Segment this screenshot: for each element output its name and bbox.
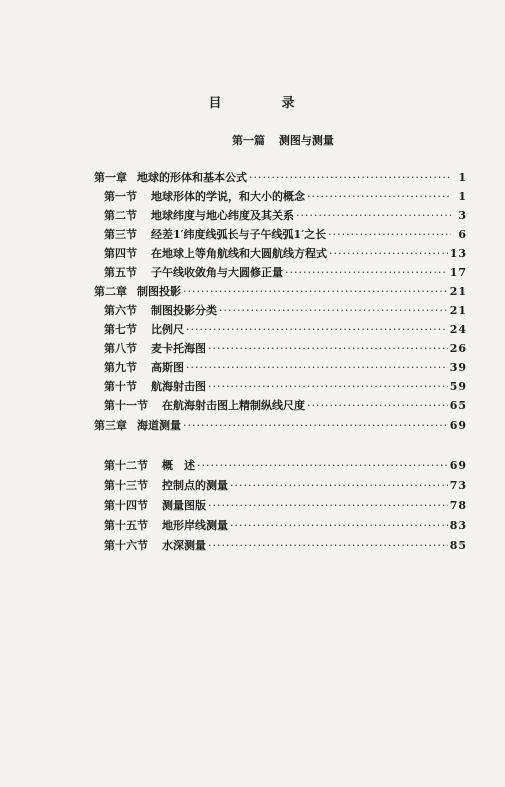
dot-leader	[307, 398, 448, 414]
toc-entry-page: 26	[449, 342, 467, 355]
toc-entry	[104, 246, 467, 262]
dot-leader	[186, 322, 448, 338]
toc-entry	[104, 398, 467, 414]
toc-entry-number: 第一节	[104, 190, 137, 203]
toc-entry-title: 控制点的测量	[162, 479, 228, 492]
toc-entry-title: 比例尺	[151, 323, 184, 336]
title-right-char: 录	[281, 96, 297, 111]
dot-leader	[328, 227, 451, 243]
toc-entry-page: 69	[449, 459, 467, 472]
dot-leader	[197, 458, 448, 474]
toc-entry	[104, 208, 467, 224]
dot-leader	[183, 284, 448, 300]
toc-entry-title: 水深测量	[162, 539, 206, 552]
toc-entry-number: 第十三节	[104, 479, 148, 492]
dot-leader	[249, 170, 451, 186]
toc-entry-number: 第三节	[104, 228, 137, 241]
toc-entry-page: 21	[449, 304, 467, 317]
toc-entry-number: 第二节	[104, 209, 137, 222]
toc-entry	[104, 189, 467, 205]
toc-entry-page: 6	[458, 228, 467, 241]
dot-leader	[186, 360, 448, 376]
dot-leader	[307, 189, 451, 205]
toc-entry	[104, 458, 467, 474]
toc-entry-number: 第一章	[94, 171, 127, 184]
part-label: 第一篇	[232, 134, 265, 147]
toc-entry-number: 第十五节	[104, 519, 148, 532]
toc-entry-title: 地球纬度与地心纬度及其关系	[151, 209, 294, 222]
toc-entry	[104, 538, 467, 554]
toc-entry-title: 海道测量	[137, 419, 181, 432]
toc-entry	[94, 418, 467, 434]
dot-leader	[219, 303, 448, 319]
toc-entry	[104, 518, 467, 534]
toc-entry-title: 地球形体的学说，和大小的概念	[151, 190, 305, 203]
toc-entry	[104, 265, 467, 281]
toc-entry-title: 航海射击图	[151, 380, 206, 393]
toc-entry-title: 制图投影	[137, 285, 181, 298]
toc-entry	[94, 284, 467, 300]
dot-leader	[285, 265, 448, 281]
toc-entry-title: 测量图版	[162, 499, 206, 512]
toc-entry-number: 第十一节	[104, 399, 148, 412]
toc-entry-page: 17	[449, 266, 467, 279]
toc-entry	[104, 322, 467, 338]
toc-entry	[104, 227, 467, 243]
toc-entry-number: 第五节	[104, 266, 137, 279]
toc-entry-title: 在地球上等角航线和大圆航线方程式	[151, 247, 327, 260]
dot-leader	[230, 518, 448, 534]
dot-leader	[208, 538, 448, 554]
toc-entry-title: 制图投影分类	[151, 304, 217, 317]
toc-entry-page: 13	[449, 247, 467, 260]
toc-entry-title: 地球的形体和基本公式	[137, 171, 247, 184]
toc-entry-title: 概 述	[162, 459, 195, 472]
dot-leader	[230, 478, 448, 494]
dot-leader	[183, 418, 448, 434]
toc-entry-title: 地形岸线测量	[162, 519, 228, 532]
dot-leader	[208, 379, 448, 395]
dot-leader	[296, 208, 451, 224]
toc-entry-page: 69	[449, 419, 467, 432]
dot-leader	[329, 246, 448, 262]
toc-entry-page: 59	[449, 380, 467, 393]
title-left-char: 目	[208, 96, 224, 111]
toc-entry	[104, 478, 467, 494]
toc-entry	[104, 341, 467, 357]
toc-entry-page: 1	[458, 190, 467, 203]
dot-leader	[208, 341, 448, 357]
toc-entry-number: 第七节	[104, 323, 137, 336]
toc-entry-number: 第九节	[104, 361, 137, 374]
toc-entry-number: 第二章	[94, 285, 127, 298]
toc-entry-title: 高斯图	[151, 361, 184, 374]
toc-entry	[104, 498, 467, 514]
toc-entry-number: 第三章	[94, 419, 127, 432]
toc-entry-number: 第八节	[104, 342, 137, 355]
toc-entry	[104, 303, 467, 319]
toc-entry-title: 子午线收敛角与大圆修正量	[151, 266, 283, 279]
toc-entry-page: 85	[449, 539, 467, 552]
toc-entry-number: 第十节	[104, 380, 137, 393]
toc-entry	[104, 379, 467, 395]
toc-entry-page: 78	[449, 499, 467, 512]
toc-entry-page: 24	[449, 323, 467, 336]
toc-entry-page: 73	[449, 479, 467, 492]
toc-entry-page: 39	[449, 361, 467, 374]
toc-entry-title: 在航海射击图上精制纵线尺度	[162, 399, 305, 412]
dot-leader	[208, 498, 448, 514]
toc-entry-number: 第十二节	[104, 459, 148, 472]
toc-entry-page: 65	[449, 399, 467, 412]
toc-entry	[94, 170, 467, 186]
toc-entry-page: 83	[449, 519, 467, 532]
toc-entry	[104, 360, 467, 376]
toc-entry-title: 麦卡托海图	[151, 342, 206, 355]
toc-entry-number: 第四节	[104, 247, 137, 260]
toc-entry-page: 3	[458, 209, 467, 222]
toc-entry-number: 第六节	[104, 304, 137, 317]
toc-entry-number: 第十四节	[104, 499, 148, 512]
toc-entry-page: 1	[458, 171, 467, 184]
toc-entry-title: 经差1′纬度线弧长与子午线弧1′之长	[151, 228, 327, 241]
part-name: 测图与测量	[278, 134, 334, 147]
toc-entry-page: 21	[449, 285, 467, 298]
toc-entry-number: 第十六节	[104, 539, 148, 552]
